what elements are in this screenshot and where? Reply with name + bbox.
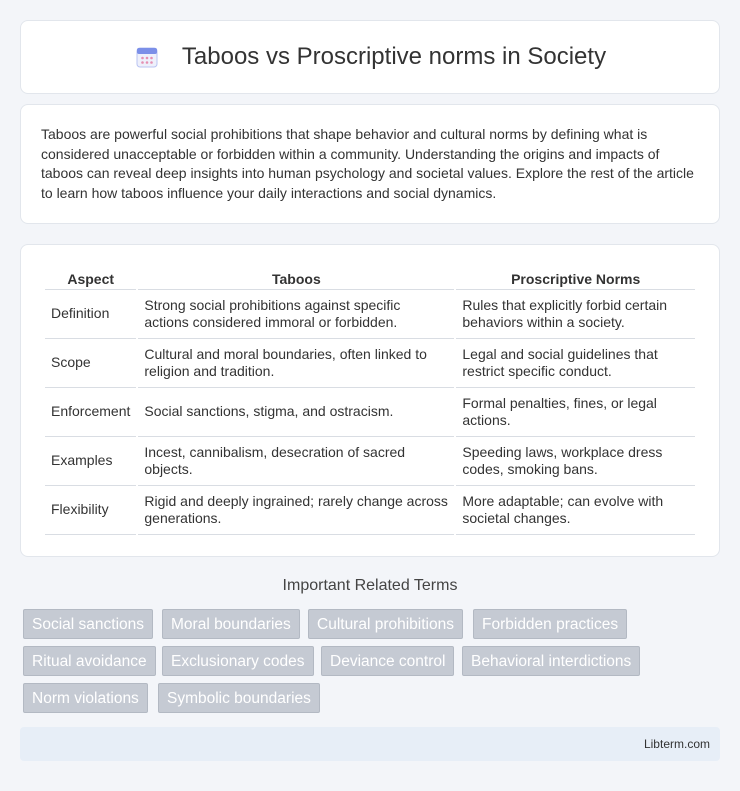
column-header-taboos: Taboos (138, 265, 454, 290)
cell-aspect: Examples (45, 437, 136, 486)
footer-site-link[interactable]: Libterm.com (643, 737, 710, 751)
cell-taboos: Cultural and moral boundaries, often linked to religion and tradition. (138, 339, 454, 388)
cell-norms: Rules that explicitly forbid certain behaviors within a society. (456, 290, 695, 339)
table-row (45, 290, 695, 339)
cell-norms: More adaptable; can evolve with societal changes. (456, 486, 695, 535)
table-row (45, 437, 695, 486)
cell-norms: Legal and social guidelines that restrict specific conduct. (456, 339, 695, 388)
table-row (45, 339, 695, 388)
column-header-aspect: Aspect (45, 265, 136, 290)
related-term-tag[interactable]: Social sanctions (23, 609, 153, 639)
cell-aspect: Enforcement (45, 388, 136, 437)
column-header-norms: Proscriptive Norms (456, 265, 695, 290)
cell-taboos: Strong social prohibitions against specific actions considered immoral or forbidden. (138, 290, 454, 339)
related-term-tag[interactable]: Exclusionary codes (162, 646, 314, 676)
cell-taboos: Social sanctions, stigma, and ostracism. (138, 388, 454, 437)
intro-text: Taboos are powerful social prohibitions that shape behavior and cultural norms by defining what is considered unacceptable or forbidden within a community. Understanding the origins and impacts of taboos can reveal deep insights into human psychology and societal values. Explore the rest of the article to learn how taboos influence your daily interactions and social dynamics. (41, 126, 694, 201)
related-term-tag[interactable]: Ritual avoidance (23, 646, 156, 676)
table-row (45, 388, 695, 437)
related-terms-title: Important Related Terms (282, 577, 458, 594)
intro-card (20, 104, 720, 224)
related-term-tag[interactable]: Forbidden practices (473, 609, 627, 639)
related-term-tag[interactable]: Moral boundaries (162, 609, 300, 639)
footer (20, 727, 720, 761)
page-title: Taboos vs Proscriptive norms in Society (181, 43, 607, 70)
related-term-tag[interactable]: Cultural prohibitions (308, 609, 463, 639)
related-term-tag[interactable]: Behavioral interdictions (462, 646, 640, 676)
related-term-tag[interactable]: Norm violations (23, 683, 148, 713)
comparison-table-card (20, 244, 720, 557)
cell-taboos: Incest, cannibalism, desecration of sacred objects. (138, 437, 454, 486)
cell-aspect: Definition (45, 290, 136, 339)
table-header-row (45, 265, 695, 290)
title-card (20, 20, 720, 94)
cell-aspect: Scope (45, 339, 136, 388)
cell-norms: Speeding laws, workplace dress codes, smoking bans. (456, 437, 695, 486)
table-row (45, 486, 695, 535)
comparison-table (43, 265, 697, 535)
calendar-icon (134, 44, 160, 70)
cell-taboos: Rigid and deeply ingrained; rarely change across generations. (138, 486, 454, 535)
related-term-tag[interactable]: Symbolic boundaries (158, 683, 320, 713)
cell-norms: Formal penalties, fines, or legal actions. (456, 388, 695, 437)
related-term-tag[interactable]: Deviance control (321, 646, 454, 676)
cell-aspect: Flexibility (45, 486, 136, 535)
